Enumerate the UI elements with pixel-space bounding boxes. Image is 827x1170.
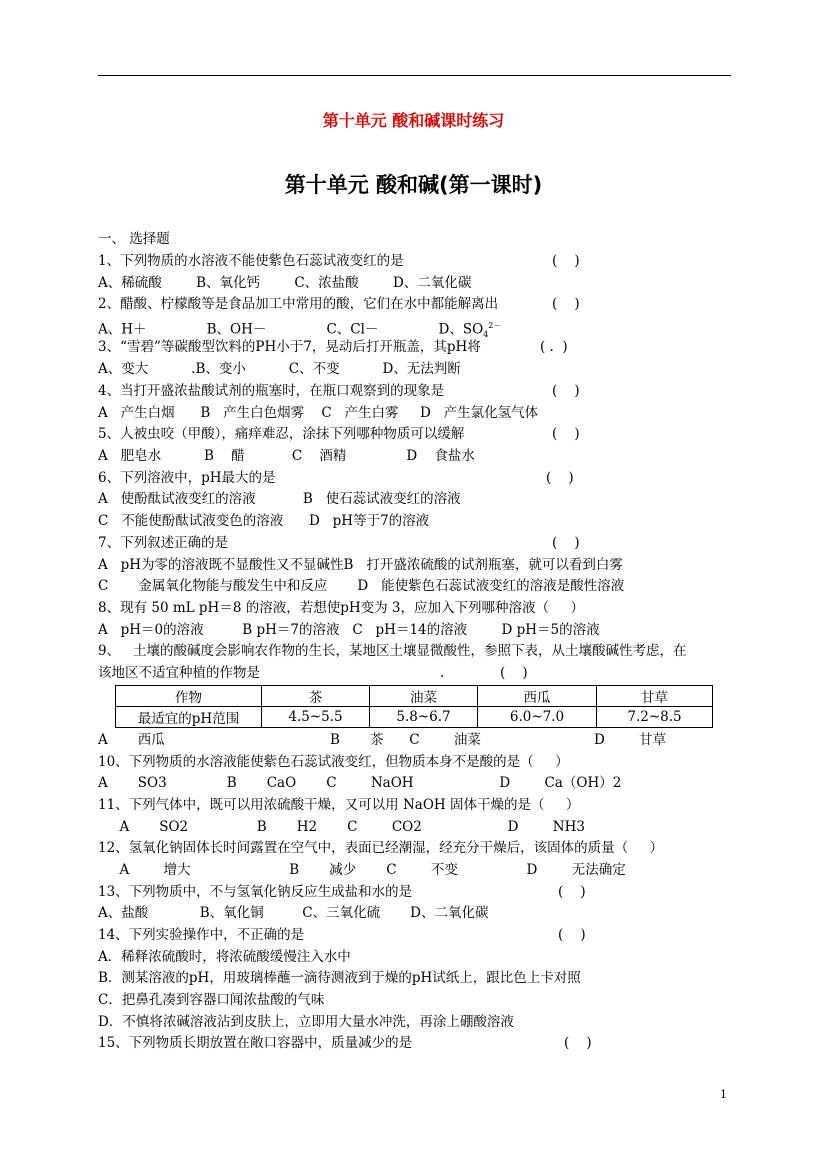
table-header: 茶 xyxy=(262,686,370,707)
options-12: A 增大 B 减少 C 不变 D 无法确定 xyxy=(98,862,626,878)
question-12: 12、氢氧化钠固体长时间露置在空气中，表面已经潮湿，经充分干燥后，该固体的质量（ ） xyxy=(98,840,664,856)
table-cell: 5.8~6.7 xyxy=(370,707,478,728)
table-cell: 最适宜的pH范围 xyxy=(116,707,262,728)
options-4: A 产生白烟 B 产生白色烟雾 C 产生白雾 D 产生氯化氢气体 xyxy=(98,405,539,421)
options-1: A、稀硫酸 B、氧化钙 C、浓盐酸 D、二氧化碳 xyxy=(98,275,472,291)
options-9d: D 甘草 xyxy=(594,732,667,748)
options-11: A SO2 B H2 C CO2 D NH3 xyxy=(98,819,585,835)
options-7c: C 金属氧化物能与酸发生中和反应 D 能使紫色石蕊试液变红的溶液是酸性溶液 xyxy=(98,578,625,594)
options-14b: B．测某溶液的pH，用玻璃棒蘸一滴待测液到于燥的pH试纸上，跟比色上卡对照 xyxy=(98,970,581,986)
options-7a: A pH为零的溶液既不显酸性又不显碱性B 打开盛浓硫酸的试剂瓶塞，就可以看到白雾 xyxy=(98,557,623,573)
question-15: 15、下列物质长期放置在敞口容器中，质量减少的是 xyxy=(98,1035,413,1051)
question-11: 11、下列气体中，既可以用浓硫酸干燥，又可以用 NaOH 固体干燥的是（ ） xyxy=(98,797,580,813)
options-8: A pH＝0的溶液 B pH＝7的溶液 C pH＝14的溶液 D pH＝5的溶液 xyxy=(98,622,600,638)
section-heading: 一、 选择题 xyxy=(98,231,170,247)
answer-blank: ( . ) xyxy=(540,339,568,355)
answer-blank: ( ) xyxy=(564,1035,592,1051)
question-4: 4、当打开盛浓盐酸试剂的瓶塞时，在瓶口观察到的现象是 xyxy=(98,383,445,399)
options-14d: D．不慎将浓碱溶液沾到皮肤上，立即用大量水冲洗，再涂上硼酸溶液 xyxy=(98,1014,514,1030)
table-header-row xyxy=(116,686,713,707)
table-cell: 7.2~8.5 xyxy=(597,707,713,728)
table-cell: 4.5~5.5 xyxy=(262,707,370,728)
question-13: 13、下列物质中，不与氢氧化钠反应生成盐和水的是 xyxy=(98,884,413,900)
answer-blank: ( ) xyxy=(558,884,586,900)
table-header: 甘草 xyxy=(597,686,713,707)
options-14a: A．稀释浓硫酸时，将浓硫酸缓慢注入水中 xyxy=(98,949,351,965)
question-1: 1、下列物质的水溶液不能使紫色石蕊试液变红的是 xyxy=(98,253,404,269)
answer-blank: ( ) xyxy=(558,927,586,943)
question-5: 5、人被虫咬（甲酸），痛痒难忍，涂抹下列哪种物质可以缓解 xyxy=(98,426,465,442)
answer-blank: ( ) xyxy=(500,665,528,681)
question-6: 6、下列溶液中，pH最大的是 xyxy=(98,470,276,486)
question-9: 9、 土壤的酸碱度会影响农作物的生长，某地区土壤显微酸性，参照下表，从土壤酸碱性考虑，在 xyxy=(98,643,687,659)
table-header: 油菜 xyxy=(370,686,478,707)
dot-mark: . xyxy=(440,665,445,681)
options-10: A SO3 B CaO C NaOH D Ca（OH）2 xyxy=(98,775,622,791)
page-number: 1 xyxy=(720,1088,727,1101)
question-2: 2、醋酸、柠檬酸等是食品加工中常用的酸，它们在水中都能解离出 xyxy=(98,296,499,312)
answer-blank: ( ) xyxy=(552,383,580,399)
question-8: 8、现有 50 mL pH＝8 的溶液，若想使pH变为 3，应加入下列哪种溶液（ ） xyxy=(98,600,584,616)
answer-blank: ( ) xyxy=(546,470,574,486)
question-10: 10、下列物质的水溶液能使紫色石蕊试液变红，但物质本身不是酸的是（ ） xyxy=(98,754,569,770)
question-9-cont: 该地区不适宜种植的作物是 xyxy=(98,665,260,681)
options-6c: C 不能使酚酞试液变色的溶液 D pH等于7的溶液 xyxy=(98,513,430,529)
options-6a: A 使酚酞试液变红的溶液 B 使石蕊试液变红的溶液 xyxy=(98,491,461,507)
answer-blank: ( ) xyxy=(552,535,580,551)
top-title: 第十单元 酸和碱课时练习 xyxy=(322,111,505,130)
header-rule xyxy=(98,75,731,76)
options-2: A、H＋ B、OH－ C、Cl－ D、$SO_4^{2-}$ xyxy=(98,321,502,340)
main-title: 第十单元 酸和碱(第一课时) xyxy=(284,173,543,197)
table-row xyxy=(116,707,713,728)
table-header: 作物 xyxy=(116,686,262,707)
crop-ph-table xyxy=(115,685,713,728)
question-14: 14、下列实验操作中，不正确的是 xyxy=(98,927,305,943)
question-7: 7、下列叙述正确的是 xyxy=(98,535,229,551)
options-9a: A 西瓜 xyxy=(98,732,165,748)
options-5: A 肥皂水 B 醋 C 酒精 D 食盐水 xyxy=(98,448,475,464)
options-13: A、盐酸 B、氧化铜 C、三氧化硫 D、二氧化碳 xyxy=(98,905,489,921)
question-3: 3、“雪碧”等碳酸型饮料的PH小于7，晃动后打开瓶盖，其pH将 xyxy=(98,339,481,355)
table-cell: 6.0~7.0 xyxy=(478,707,597,728)
options-9b: B 茶 C 油菜 xyxy=(330,732,481,748)
table-header: 西瓜 xyxy=(478,686,597,707)
answer-blank: ( ) xyxy=(552,296,580,312)
answer-blank: ( ) xyxy=(552,426,580,442)
options-14c: C．把鼻孔凑到容器口闻浓盐酸的气味 xyxy=(98,992,325,1008)
answer-blank: ( ) xyxy=(552,253,580,269)
options-3: A、变大 .B、变小 C、不变 D、无法判断 xyxy=(98,361,461,377)
